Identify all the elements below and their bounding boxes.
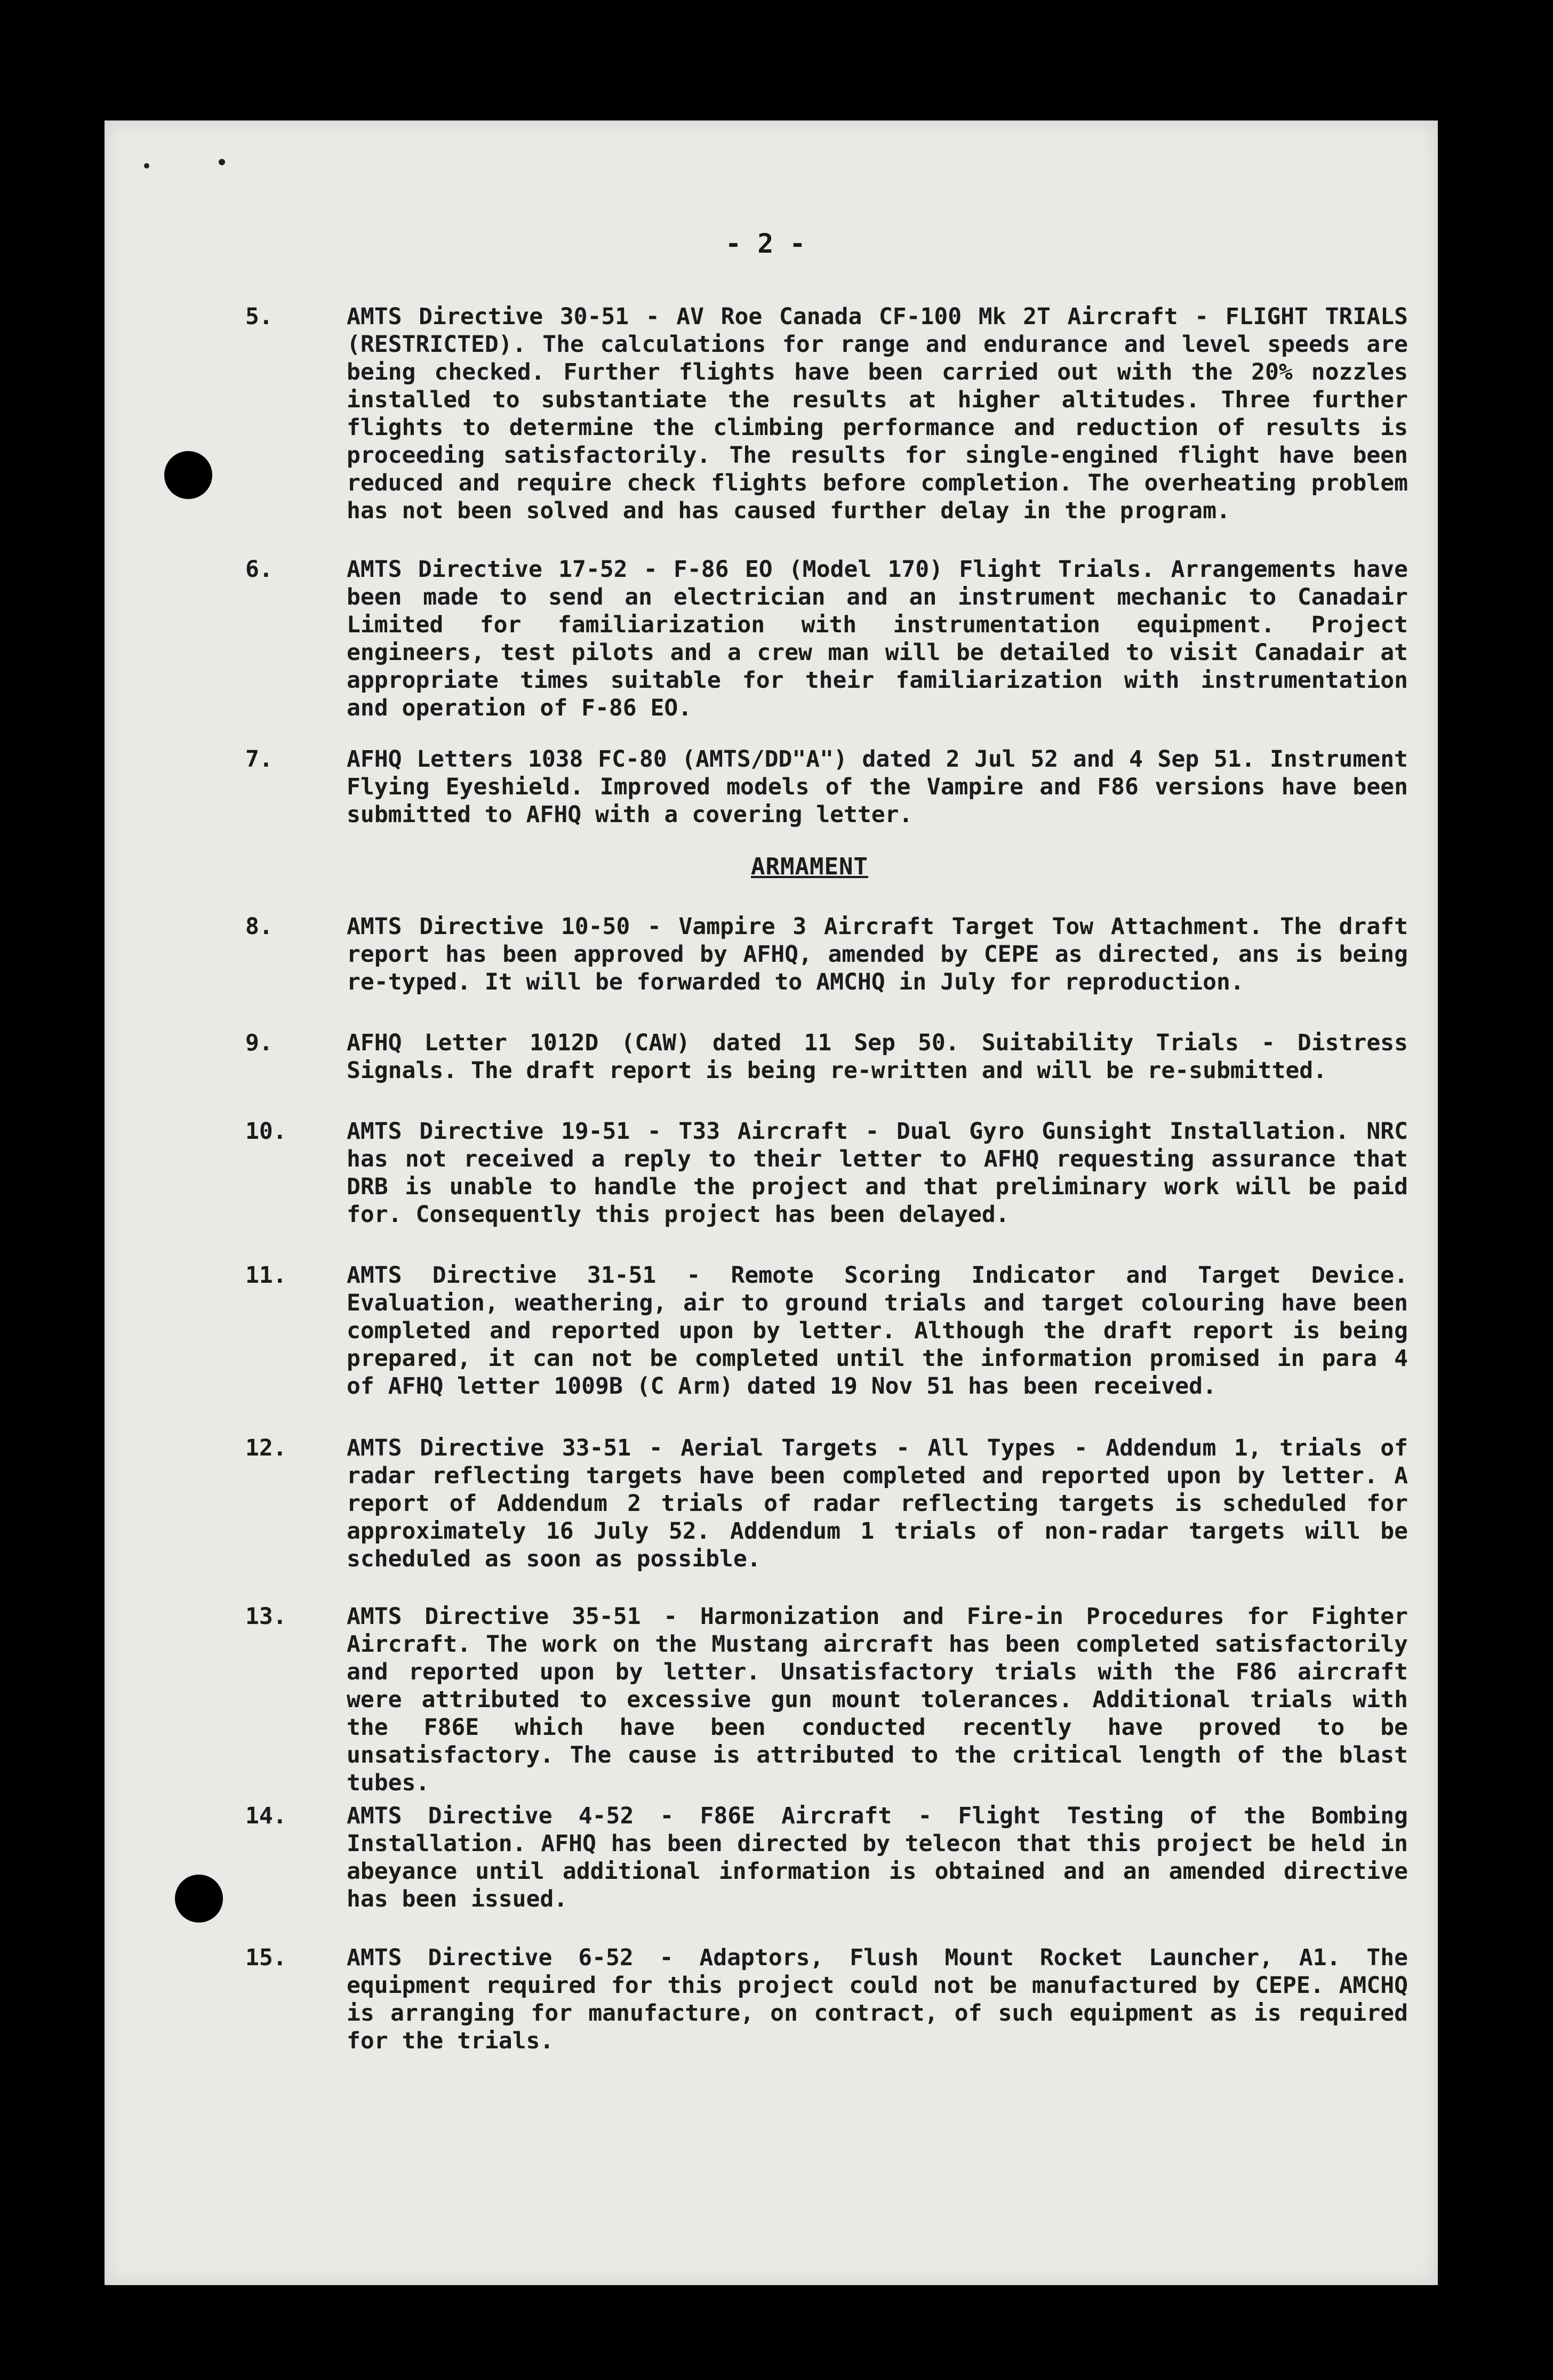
paragraph-text: AMTS Directive 30-51 - AV Roe Canada CF-100 Mk 2T Aircraft - FLIGHT TRIALS (RESTRICTED). The calculations for range and endurance and level speeds are being checked. Further flights have been carried out with the 20% nozzles installed to substantiate the results at higher altitudes. Three further flights to determine the climbing performance and reduction of results is proceeding satisfactorily. The results for single-engined flight have been reduced and require check flights before completion. The overheating problem has not been solved and has caused further delay in the program. [347, 303, 1408, 524]
paragraph-number: 5. [245, 303, 273, 330]
paragraph-number: 12. [245, 1435, 287, 1461]
paragraph-number: 15. [245, 1944, 287, 1971]
paragraph-text: AMTS Directive 31-51 - Remote Scoring Indicator and Target Device. Evaluation, weathering, air to ground trials and target colouring have been completed and reported upon by letter. Although the draft report is being prepared, it can not be completed until the information promised in para 4 of AFHQ letter 1009B (C Arm) dated 19 Nov 51 has been received. [347, 1262, 1408, 1400]
section-heading-armament: ARMAMENT [751, 853, 868, 880]
speck [219, 159, 225, 165]
punch-hole-bottom [175, 1875, 223, 1923]
paragraph-number: 8. [245, 913, 273, 940]
paragraph-text: AMTS Directive 19-51 - T33 Aircraft - Dual Gyro Gunsight Installation. NRC has not received a reply to their letter to AFHQ requesting assurance that DRB is unable to handle the project and that preliminary work will be paid for. Consequently this project has been delayed. [347, 1118, 1408, 1228]
page-number: - 2 - [725, 228, 806, 259]
paragraph-text: AMTS Directive 6-52 - Adaptors, Flush Mount Rocket Launcher, A1. The equipment required for this project could not be manufactured by CEPE. AMCHQ is arranging for manufacture, on contract, of such equipment as is required for the trials. [347, 1944, 1408, 2054]
paragraph-number: 7. [245, 746, 273, 773]
paragraph-number: 11. [245, 1262, 287, 1289]
paragraph-number: 6. [245, 556, 273, 583]
speck [144, 163, 149, 168]
paragraph-number: 9. [245, 1030, 273, 1056]
paragraph-text: AMTS Directive 17-52 - F-86 EO (Model 170) Flight Trials. Arrangements have been made to send an electrician and an instrument mechanic to Canadair Limited for familiarization with instrumentation equipment. Project engineers, test pilots and a crew man will be detailed to visit Canadair at appropriate times suitable for their familiarization with instrumentation and operation of F-86 EO. [347, 556, 1408, 721]
paragraph-text: AFHQ Letters 1038 FC-80 (AMTS/DD"A") dated 2 Jul 52 and 4 Sep 51. Instrument Flying Eyeshield. Improved models of the Vampire and F86 versions have been submitted to AFHQ with a covering letter. [347, 746, 1408, 828]
paragraph-number: 10. [245, 1118, 287, 1145]
paragraph-number: 13. [245, 1603, 287, 1630]
paragraph-text: AMTS Directive 4-52 - F86E Aircraft - Flight Testing of the Bombing Installation. AFHQ has been directed by telecon that this project be held in abeyance until additional information is obtained and an amended directive has been issued. [347, 1803, 1408, 1912]
paragraph-text: AMTS Directive 10-50 - Vampire 3 Aircraft Target Tow Attachment. The draft report has been approved by AFHQ, amended by CEPE as directed, ans is being re-typed. It will be forwarded to AMCHQ in July for reproduction. [347, 913, 1408, 995]
paragraph-text: AMTS Directive 35-51 - Harmonization and Fire-in Procedures for Fighter Aircraft. The work on the Mustang aircraft has been completed satisfactorily and reported upon by letter. Unsatisfactory trials with the F86 aircraft were attributed to excessive gun mount tolerances. Additional trials with the F86E which have been conducted recently have proved to be unsatisfactory. The cause is attributed to the critical length of the blast tubes. [347, 1603, 1408, 1796]
paragraph-text: AFHQ Letter 1012D (CAW) dated 11 Sep 50. Suitability Trials - Distress Signals. The draft report is being re-written and will be re-submitted. [347, 1030, 1408, 1084]
punch-hole-top [164, 451, 212, 499]
paragraph-text: AMTS Directive 33-51 - Aerial Targets - All Types - Addendum 1, trials of radar reflecting targets have been completed and reported upon by letter. A report of Addendum 2 trials of radar reflecting targets is scheduled for approximately 16 July 52. Addendum 1 trials of non-radar targets will be scheduled as soon as possible. [347, 1435, 1408, 1572]
paragraph-number: 14. [245, 1803, 287, 1829]
